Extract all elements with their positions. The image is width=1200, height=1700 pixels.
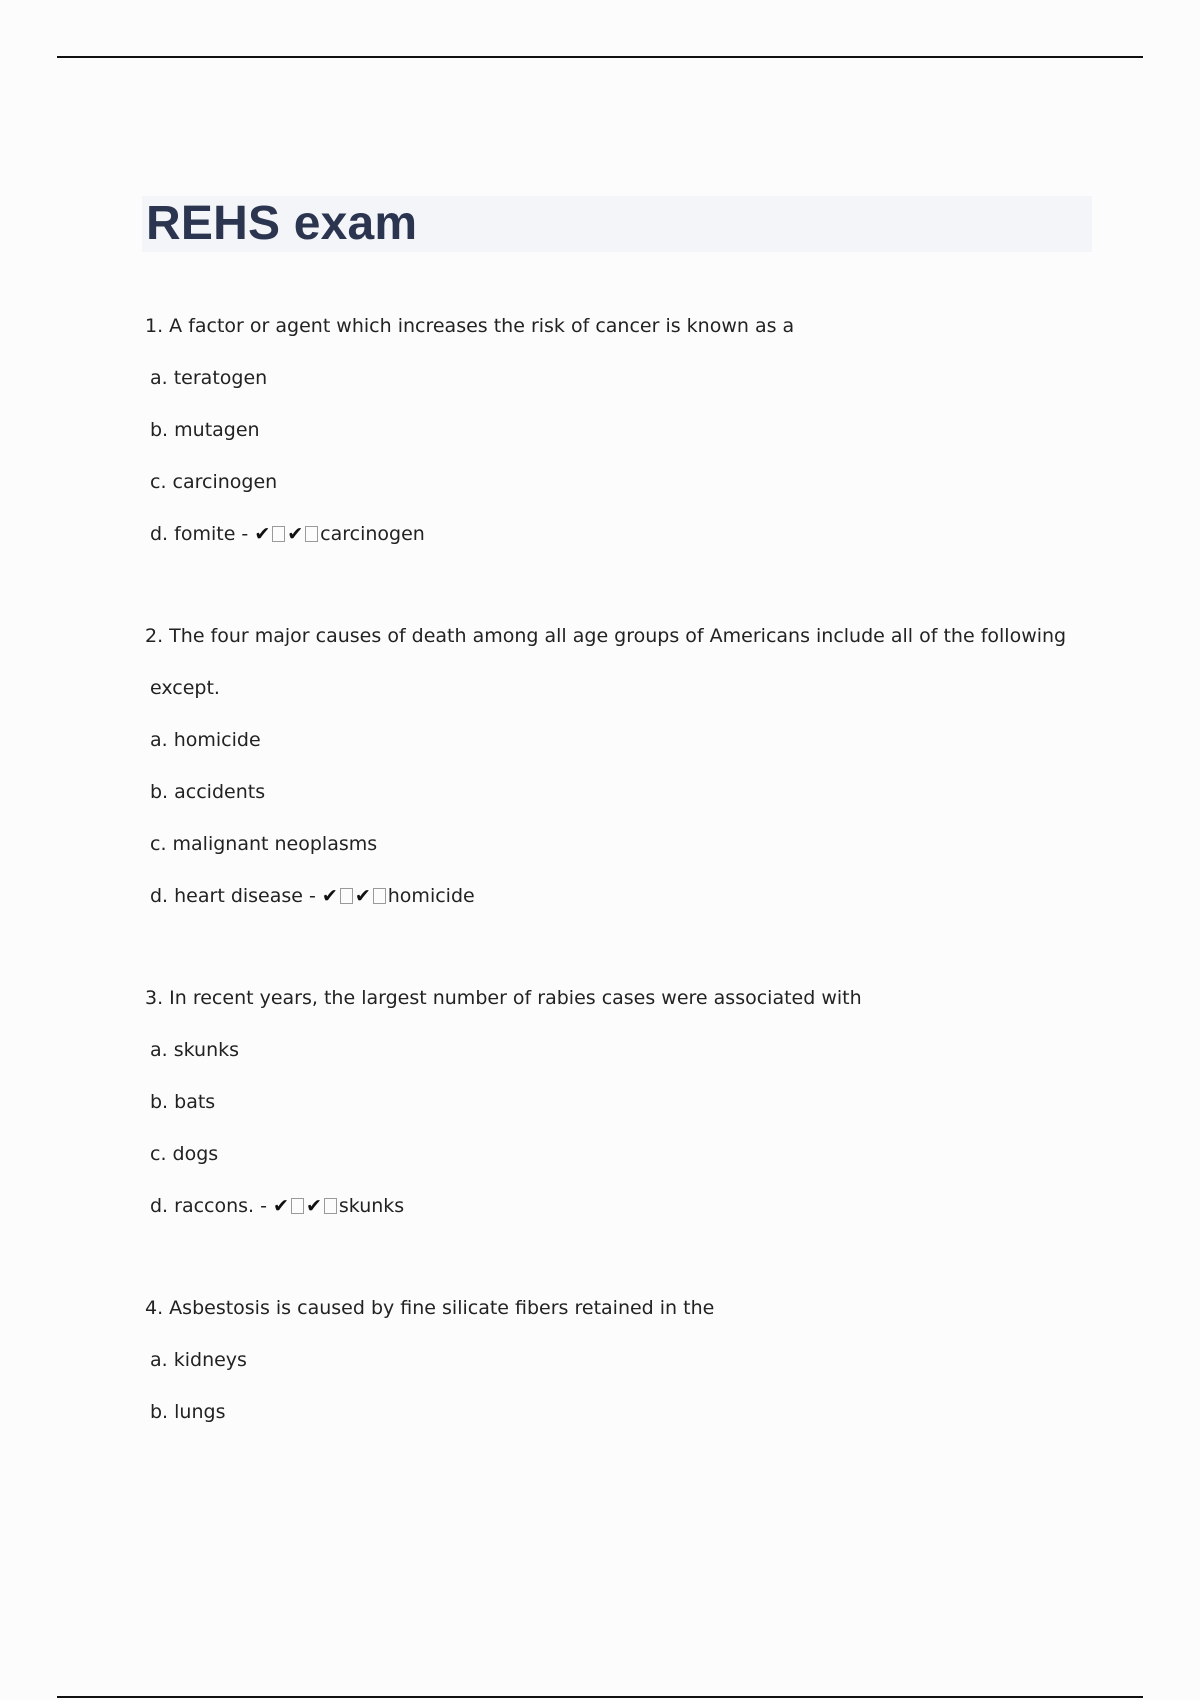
document-title: REHS exam <box>146 197 418 250</box>
question-3-option-a: a. skunks <box>150 1039 240 1061</box>
box-icon <box>373 888 386 904</box>
question-2-option-b: b. accidents <box>150 781 266 803</box>
question-3-option-c: c. dogs <box>150 1143 219 1165</box>
question-1-option-c: c. carcinogen <box>150 471 278 493</box>
question-2-text-line-1: 2. The four major causes of death among all age groups of Americans include all of the following <box>145 625 1067 647</box>
question-3 <box>145 972 1075 1232</box>
check-mark-icon: ✔ <box>287 523 304 545</box>
question-1-text: 1. A factor or agent which increases the risk of cancer is known as a <box>145 315 795 337</box>
check-mark-icon: ✔ <box>305 1195 322 1217</box>
question-4 <box>145 1282 1075 1438</box>
question-1-option-d-label: d. fomite - <box>150 523 249 545</box>
box-icon <box>291 1198 304 1214</box>
question-3-option-d-label: d. raccons. - <box>150 1195 267 1217</box>
check-mark-icon: ✔ <box>273 1195 289 1217</box>
check-mark-icon: ✔ <box>321 885 338 907</box>
question-2-text-line-2: except. <box>150 677 220 699</box>
box-icon <box>305 526 318 542</box>
check-mark-icon: ✔ <box>254 523 271 545</box>
question-2-option-d <box>145 870 1075 922</box>
question-3-text: 3. In recent years, the largest number of rabies cases were associated with <box>145 987 862 1009</box>
question-list <box>145 300 1075 1488</box>
box-icon <box>340 888 353 904</box>
question-2-option-d-label: d. heart disease - <box>150 885 316 907</box>
bottom-rule <box>57 1696 1143 1698</box>
question-3-option-d <box>145 1180 1075 1232</box>
question-4-text: 4. Asbestosis is caused by fine silicate fibers retained in the <box>145 1297 715 1319</box>
question-1 <box>145 300 1075 560</box>
question-2-option-a: a. homicide <box>150 729 261 751</box>
question-2 <box>145 610 1075 922</box>
top-rule <box>57 56 1143 58</box>
question-1-answer: carcinogen <box>320 523 425 545</box>
question-2-answer: homicide <box>387 885 475 907</box>
question-1-option-a: a. teratogen <box>150 367 268 389</box>
question-1-option-b: b. mutagen <box>150 419 260 441</box>
question-4-option-b: b. lungs <box>150 1401 226 1423</box>
question-3-answer: skunks <box>338 1195 405 1217</box>
question-1-option-d <box>145 508 1075 560</box>
question-3-option-b: b. bats <box>150 1091 216 1113</box>
box-icon <box>324 1198 337 1214</box>
question-4-option-a: a. kidneys <box>150 1349 247 1371</box>
question-2-option-c: c. malignant neoplasms <box>150 833 378 855</box>
box-icon <box>272 526 285 542</box>
check-mark-icon: ✔ <box>354 885 371 907</box>
